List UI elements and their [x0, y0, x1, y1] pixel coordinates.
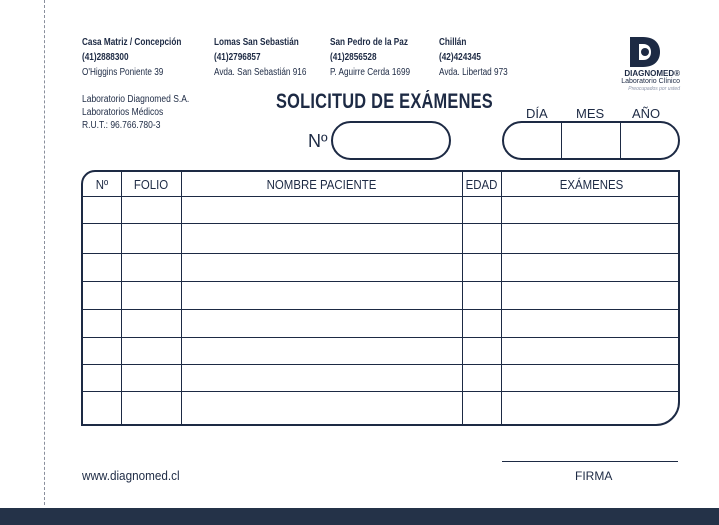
branch-san-pedro — [330, 35, 410, 80]
branch-address: Avda. San Sebastián 916 — [214, 67, 307, 78]
table-row[interactable] — [83, 364, 678, 365]
bottom-bar — [0, 508, 719, 525]
branch-casa-matriz — [82, 35, 181, 80]
table-row[interactable] — [83, 337, 678, 338]
table-row[interactable] — [83, 391, 678, 392]
logo-tagline: Preocupados por usted — [628, 86, 680, 92]
company-info — [82, 93, 189, 132]
table-row[interactable] — [83, 309, 678, 310]
page-title: SOLICITUD DE EXÁMENES — [276, 90, 493, 113]
header-patient-name: NOMBRE PACIENTE — [266, 177, 377, 192]
branch-address: O'Higgins Poniente 39 — [82, 67, 164, 78]
header-folio: FOLIO — [133, 177, 169, 192]
branch-phone: (42)424345 — [439, 52, 481, 63]
number-field[interactable] — [331, 121, 451, 160]
logo-subtitle: Laboratorio Clínico — [621, 78, 680, 85]
branch-address: Avda. Libertad 973 — [439, 67, 508, 78]
year-label: AÑO — [632, 106, 661, 121]
column-divider — [181, 172, 182, 424]
signature-label: FIRMA — [575, 469, 613, 483]
branch-lomas-san-sebastian — [214, 35, 306, 80]
website-link[interactable]: www.diagnomed.cl — [82, 468, 180, 483]
date-field[interactable] — [502, 121, 680, 160]
branch-name: Chillán — [439, 37, 467, 48]
branch-name: Lomas San Sebastián — [214, 37, 299, 48]
company-rut: R.U.T.: 96.766.780-3 — [82, 120, 161, 131]
company-name: Laboratorio Diagnomed S.A. — [82, 94, 190, 105]
signature-line[interactable] — [502, 461, 678, 462]
branch-address: P. Aguirre Cerda 1699 — [330, 67, 411, 78]
perforation-line — [44, 0, 45, 505]
logo-brand: DIAGNOMED® — [624, 69, 680, 78]
column-divider — [121, 172, 122, 424]
number-label: Nº — [308, 131, 328, 151]
diagnomed-logo-icon — [626, 35, 662, 69]
table-row[interactable] — [83, 281, 678, 282]
header-number: Nº — [95, 177, 109, 192]
day-label: DÍA — [526, 106, 548, 121]
table-row[interactable] — [83, 223, 678, 224]
company-type: Laboratorios Médicos — [82, 107, 164, 118]
date-divider — [620, 121, 621, 160]
branch-phone: (41)2888300 — [82, 52, 129, 63]
month-label: MES — [576, 106, 605, 121]
header-exams: EXÁMENES — [559, 177, 624, 192]
branch-chillan — [439, 35, 508, 80]
header-age: EDAD — [465, 177, 498, 192]
branch-name: Casa Matriz / Concepción — [82, 37, 182, 48]
exam-table — [81, 170, 680, 426]
column-divider — [462, 172, 463, 424]
branch-phone: (41)2856528 — [330, 52, 377, 63]
header-row-line — [83, 196, 678, 197]
table-row[interactable] — [83, 253, 678, 254]
branch-name: San Pedro de la Paz — [330, 37, 408, 48]
date-divider — [561, 121, 562, 160]
column-divider — [501, 172, 502, 424]
branch-phone: (41)2796857 — [214, 52, 261, 63]
diagnomed-logo — [560, 35, 680, 93]
